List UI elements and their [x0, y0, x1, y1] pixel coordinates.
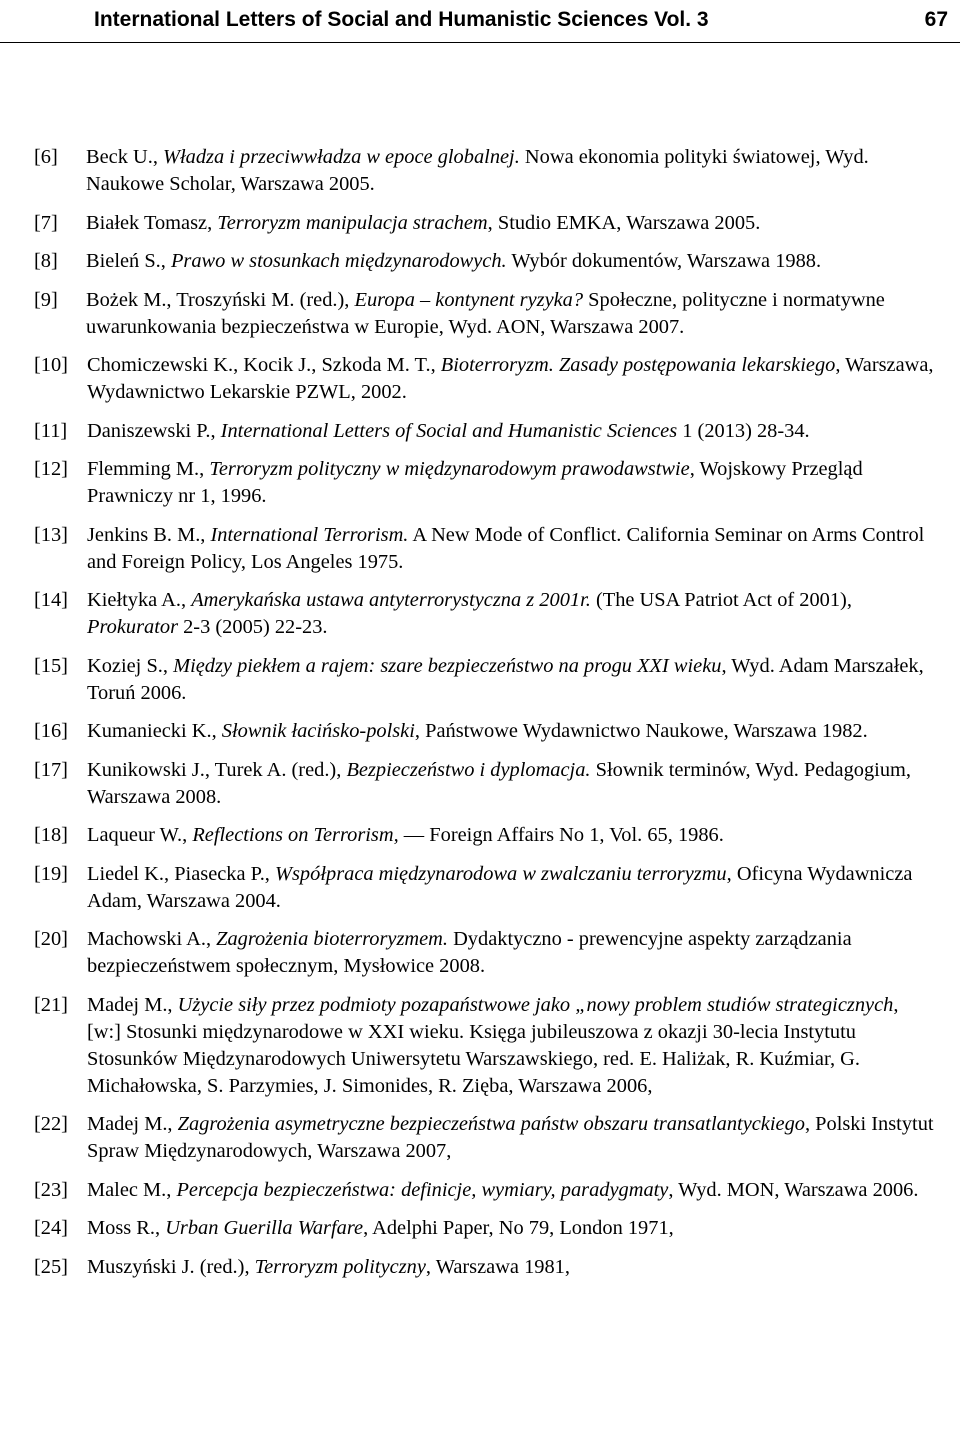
- reference-text: Beck U.,: [86, 146, 164, 168]
- reference-text: Białek Tomasz,: [86, 211, 218, 234]
- reference-title: Percepcja bezpieczeństwa: definicje, wymiary, paradygmaty: [176, 1178, 669, 1201]
- reference-text: Jenkins B. M.,: [87, 523, 211, 546]
- reference-item: [34, 210, 934, 237]
- reference-title: Terroryzm manipulacja strachem: [217, 211, 488, 234]
- reference-number: [18]: [34, 824, 68, 846]
- reference-title: Bioterroryzm. Zasady postępowania lekarskiego: [440, 354, 836, 376]
- reference-number: [16]: [34, 720, 68, 742]
- reference-title: Terroryzm polityczny: [254, 1255, 426, 1278]
- reference-text: Daniszewski P.,: [87, 419, 221, 442]
- reference-item: [34, 587, 934, 641]
- reference-number: [11]: [34, 419, 68, 442]
- reference-text: , Wyd. Adam Marszałek, Toruń 2006.: [87, 654, 924, 704]
- reference-title: Urban Guerilla Warfare: [165, 1217, 364, 1239]
- reference-number: [15]: [34, 654, 68, 677]
- reference-title: Współpraca międzynarodowa w zwalczaniu terroryzmu: [275, 862, 727, 885]
- reference-text: , Państwowe Wydawnictwo Naukowe, Warszawa 1982.: [414, 720, 868, 742]
- reference-text: Malec M.,: [87, 1178, 177, 1201]
- reference-text: 2-3 (2005) 22-23.: [178, 616, 328, 638]
- reference-item: [34, 522, 934, 576]
- reference-title: International Letters of Social and Humanistic Sciences: [220, 419, 678, 442]
- reference-text: Madej M.,: [87, 993, 178, 1016]
- reference-text: Chomiczewski K., Kocik J., Szkoda M. T.,: [87, 354, 441, 376]
- reference-number: [8]: [34, 250, 58, 272]
- reference-text: Bożek M., Troszyński M. (red.),: [86, 288, 355, 311]
- reference-title: Zagrożenia asymetryczne bezpieczeństwa państw obszaru transatlantyckiego: [177, 1113, 805, 1135]
- reference-item: [34, 926, 934, 980]
- reference-number: [6]: [34, 146, 58, 168]
- reference-number: [17]: [34, 758, 68, 781]
- running-header: [0, 0, 960, 40]
- reference-text: , Polski Instytut Spraw Międzynarodowych, Warszawa 2007,: [87, 1113, 934, 1162]
- reference-text: , Warszawa, Wydawnictwo Lekarskie PZWL, 2002.: [87, 354, 934, 403]
- reference-title: Słownik łacińsko-polski: [221, 720, 415, 742]
- reference-text: , Studio EMKA, Warszawa 2005.: [487, 211, 761, 234]
- reference-number: [24]: [34, 1217, 68, 1239]
- reference-item: [34, 1177, 934, 1204]
- reference-number: [12]: [34, 458, 68, 480]
- reference-text: Nowa ekonomia polityki światowej, Wyd. Naukowe Scholar, Warszawa 2005.: [86, 146, 869, 195]
- reference-text: , Oficyna Wydawnicza Adam, Warszawa 2004.: [87, 862, 913, 912]
- reference-title: Zagrożenia bioterroryzmem.: [216, 928, 448, 950]
- reference-number: [21]: [34, 993, 68, 1016]
- reference-title: Władza i przeciwwładza w epoce globalnej.: [163, 146, 520, 168]
- reference-number: [22]: [34, 1113, 68, 1135]
- reference-number: [10]: [34, 354, 68, 376]
- reference-text: 1 (2013) 28-34.: [677, 419, 810, 442]
- reference-text: Moss R.,: [87, 1217, 166, 1239]
- reference-text: ― Foreign Affairs No 1, Vol. 65, 1986.: [398, 824, 724, 846]
- reference-text: Kiełtyka A.,: [87, 589, 192, 611]
- reference-list: [34, 144, 934, 1292]
- page-number: 67: [924, 8, 948, 31]
- reference-text: Madej M.,: [87, 1113, 178, 1135]
- reference-item: [34, 653, 934, 707]
- header-rule: [0, 42, 960, 43]
- reference-item: [34, 418, 934, 445]
- reference-title: Amerykańska ustawa antyterrorystyczna z 2001r.: [191, 589, 591, 611]
- reference-item: [34, 992, 934, 1100]
- reference-text: Koziej S.,: [87, 654, 174, 677]
- reference-item: [34, 144, 934, 198]
- reference-text: Kunikowski J., Turek A. (red.),: [87, 758, 347, 781]
- reference-item: [34, 456, 934, 510]
- reference-text: , Warszawa 1981,: [425, 1255, 570, 1278]
- reference-item: [34, 1254, 934, 1281]
- reference-number: [25]: [34, 1255, 68, 1278]
- reference-text: Społeczne, polityczne i normatywne uwarunkowania bezpieczeństwa w Europie, Wyd. AON, Warszawa 2007.: [86, 288, 885, 338]
- reference-text: , Wyd. MON, Warszawa 2006.: [668, 1178, 919, 1201]
- reference-title: Reflections on Terrorism,: [192, 824, 399, 846]
- reference-text: , Wojskowy Przegląd Prawniczy nr 1, 1996.: [87, 458, 863, 507]
- reference-text: Laqueur W.,: [87, 824, 193, 846]
- reference-item: [34, 1111, 934, 1165]
- reference-number: [23]: [34, 1178, 68, 1201]
- reference-title: Bezpieczeństwo i dyplomacja.: [346, 758, 591, 781]
- journal-title: International Letters of Social and Humanistic Sciences Vol. 3: [94, 8, 709, 31]
- reference-text: , Adelphi Paper, No 79, London 1971,: [363, 1217, 674, 1239]
- reference-item: [34, 287, 934, 341]
- reference-text: Machowski A.,: [87, 928, 217, 950]
- reference-item: [34, 352, 934, 406]
- reference-text: Słownik terminów, Wyd. Pedagogium, Warszawa 2008.: [87, 758, 911, 808]
- reference-text: Bieleń S.,: [86, 250, 171, 272]
- reference-number: [14]: [34, 589, 68, 611]
- reference-text: Flemming M.,: [87, 458, 210, 480]
- reference-title: Prawo w stosunkach międzynarodowych.: [170, 250, 507, 272]
- reference-text: A New Mode of Conflict. California Seminar on Arms Control and Foreign Policy, Los Angeles 1975.: [87, 523, 925, 573]
- reference-number: [9]: [34, 288, 58, 311]
- reference-number: [7]: [34, 211, 58, 234]
- reference-text: Wybór dokumentów, Warszawa 1988.: [506, 250, 822, 272]
- reference-item: [34, 718, 934, 745]
- reference-text: (The USA Patriot Act of 2001),: [590, 589, 852, 611]
- reference-title: Użycie siły przez podmioty pozapaństwowe jako „nowy problem studiów strategicznych: [177, 993, 894, 1016]
- reference-text: Dydaktyczno - prewencyjne aspekty zarządzania bezpieczeństwem społecznym, Mysłowice 2008.: [87, 928, 852, 977]
- reference-title: Europa – kontynent ryzyka?: [354, 288, 584, 311]
- reference-item: [34, 822, 934, 849]
- reference-item: [34, 248, 934, 275]
- reference-number: [19]: [34, 862, 68, 885]
- reference-title: Terroryzm polityczny w międzynarodowym prawodawstwie: [209, 458, 690, 480]
- reference-text: Kumaniecki K.,: [87, 720, 222, 742]
- reference-text: , [w:] Stosunki międzynarodowe w XXI wieku. Księga jubileuszowa z okazji 30-lecia Instytutu Stosunków Międzynarodowych Uniwersytetu Warszawskiego, red. E. Haliżak, R. Kuźmiar, G. Michałowska, S. Parzymies, J. Simonides, R. Zięba, Warszawa 2006,: [87, 993, 899, 1097]
- reference-item: [34, 1215, 934, 1242]
- reference-title: Prokurator: [87, 616, 179, 638]
- reference-text: Liedel K., Piasecka P.,: [87, 862, 276, 885]
- reference-item: [34, 861, 934, 915]
- reference-title: International Terrorism.: [210, 523, 409, 546]
- reference-title: Między piekłem a rajem: szare bezpieczeństwo na progu XXI wieku: [173, 654, 722, 677]
- reference-item: [34, 757, 934, 811]
- reference-text: Muszyński J. (red.),: [87, 1255, 255, 1278]
- reference-number: [20]: [34, 928, 68, 950]
- reference-number: [13]: [34, 523, 68, 546]
